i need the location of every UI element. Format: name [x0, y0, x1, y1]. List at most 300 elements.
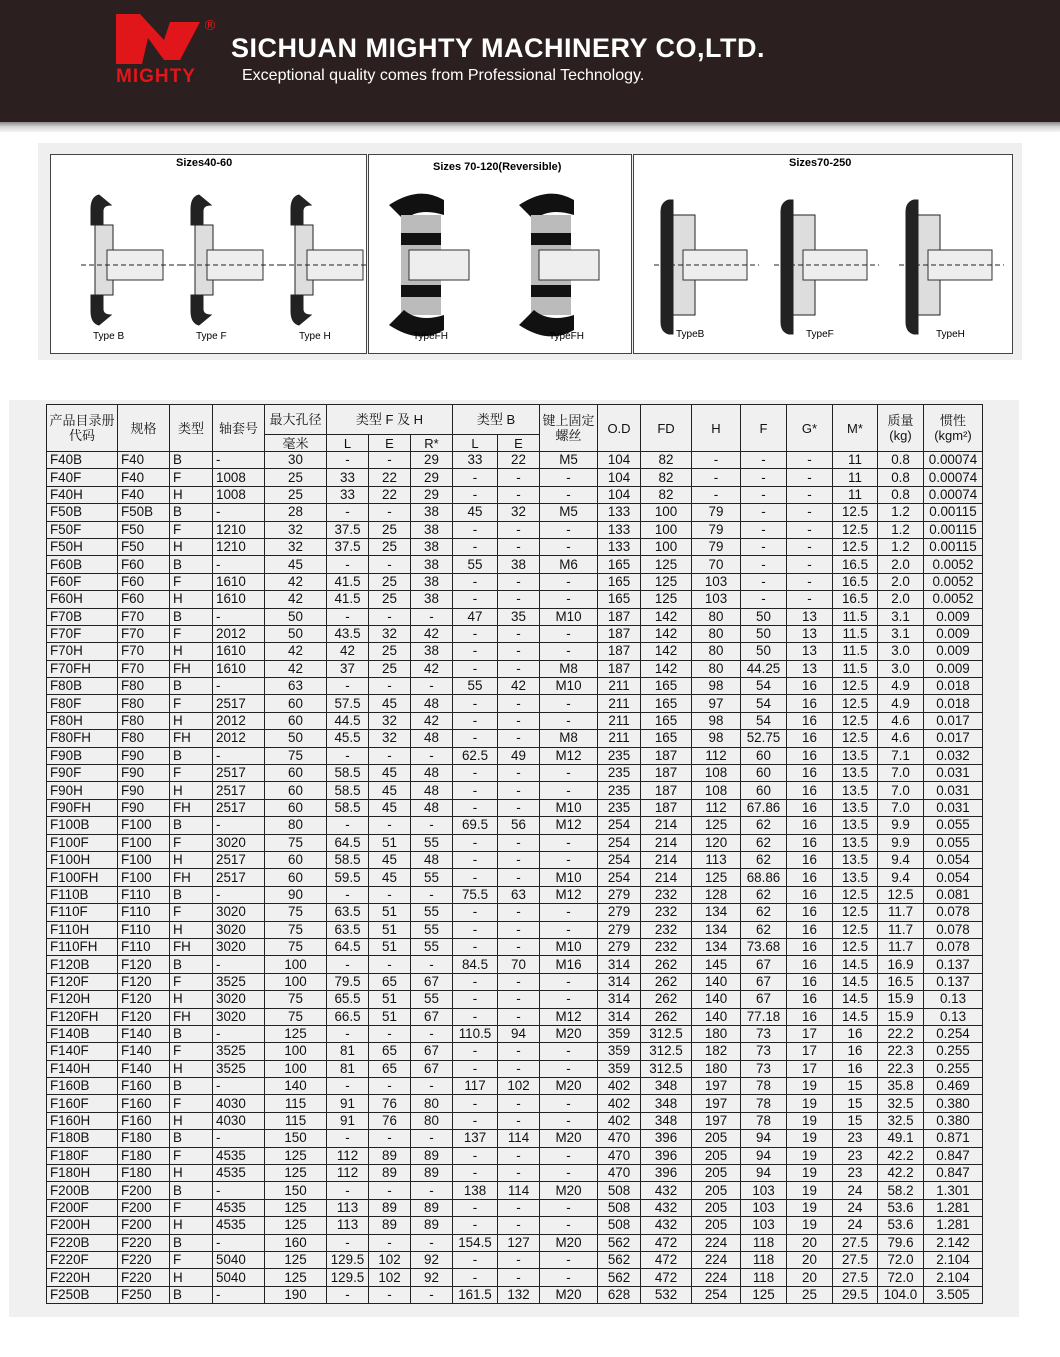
- table-cell: 4.6: [878, 730, 924, 747]
- table-cell: F: [170, 625, 213, 642]
- table-cell: F220: [118, 1269, 170, 1286]
- table-cell: 16: [787, 765, 833, 782]
- table-cell: 60: [265, 869, 327, 886]
- table-row: [47, 678, 983, 695]
- table-cell: 0.009: [924, 608, 983, 625]
- table-cell: 13.5: [833, 799, 878, 816]
- table-cell: -: [213, 817, 265, 834]
- table-cell: 11.5: [833, 625, 878, 642]
- table-cell: M20: [540, 1182, 598, 1199]
- table-cell: 187: [598, 608, 641, 625]
- table-cell: -: [327, 678, 369, 695]
- table-cell: 48: [411, 799, 453, 816]
- table-cell: 3.0: [878, 660, 924, 677]
- table-cell: 3.1: [878, 608, 924, 625]
- table-cell: F: [170, 1043, 213, 1060]
- table-cell: F50F: [47, 521, 118, 538]
- type-label: TypeH: [936, 329, 965, 340]
- table-cell: 15.9: [878, 1008, 924, 1025]
- table-cell: -: [498, 1043, 540, 1060]
- table-cell: 214: [641, 834, 692, 851]
- table-cell: 98: [692, 730, 741, 747]
- table-cell: -: [453, 573, 498, 590]
- table-cell: 16.5: [833, 591, 878, 608]
- table-cell: 205: [692, 1182, 741, 1199]
- table-cell: 73: [741, 1025, 787, 1042]
- table-cell: 80: [265, 817, 327, 834]
- table-cell: 58.5: [327, 782, 369, 799]
- table-cell: -: [453, 799, 498, 816]
- table-cell: F90: [118, 782, 170, 799]
- table-cell: 312.5: [641, 1060, 692, 1077]
- table-cell: 67: [741, 956, 787, 973]
- table-cell: -: [540, 765, 598, 782]
- table-cell: 58.5: [327, 851, 369, 868]
- header-screw: 键上固定螺丝: [540, 405, 598, 452]
- table-cell: 16: [787, 851, 833, 868]
- table-cell: -: [498, 799, 540, 816]
- table-cell: -: [540, 834, 598, 851]
- table-cell: 14.5: [833, 956, 878, 973]
- table-cell: 133: [598, 504, 641, 521]
- table-cell: 0.13: [924, 991, 983, 1008]
- table-cell: -: [498, 904, 540, 921]
- table-cell: 14.5: [833, 991, 878, 1008]
- table-cell: 1.2: [878, 521, 924, 538]
- table-cell: 11.7: [878, 904, 924, 921]
- table-cell: 1.281: [924, 1217, 983, 1234]
- table-cell: F70FH: [47, 660, 118, 677]
- table-cell: 32: [265, 538, 327, 555]
- table-cell: 4535: [213, 1199, 265, 1216]
- table-cell: 50: [265, 730, 327, 747]
- table-cell: F50B: [47, 504, 118, 521]
- table-cell: 0.055: [924, 817, 983, 834]
- table-cell: 187: [641, 782, 692, 799]
- table-cell: 33: [327, 469, 369, 486]
- table-cell: H: [170, 538, 213, 555]
- table-cell: 73: [741, 1060, 787, 1077]
- table-cell: -: [453, 904, 498, 921]
- table-cell: 2.0: [878, 591, 924, 608]
- table-cell: -: [498, 625, 540, 642]
- table-cell: 25: [369, 660, 411, 677]
- table-cell: -: [498, 1165, 540, 1182]
- table-cell: 15: [833, 1095, 878, 1112]
- table-cell: -: [213, 556, 265, 573]
- table-cell: 13: [787, 643, 833, 660]
- table-cell: 0.017: [924, 730, 983, 747]
- table-cell: 75: [265, 921, 327, 938]
- table-cell: 125: [692, 817, 741, 834]
- table-cell: 62: [741, 817, 787, 834]
- table-cell: 211: [598, 695, 641, 712]
- table-cell: 20: [787, 1269, 833, 1286]
- table-cell: F90FH: [47, 799, 118, 816]
- table-cell: 0.0052: [924, 556, 983, 573]
- table-cell: 0.8: [878, 486, 924, 503]
- table-cell: 140: [692, 1008, 741, 1025]
- table-cell: 3020: [213, 991, 265, 1008]
- table-cell: 0.871: [924, 1130, 983, 1147]
- table-cell: -: [213, 886, 265, 903]
- table-cell: 76: [369, 1112, 411, 1129]
- table-cell: 25: [265, 469, 327, 486]
- table-cell: 16: [787, 730, 833, 747]
- table-cell: 42: [265, 660, 327, 677]
- table-cell: 13.5: [833, 817, 878, 834]
- table-cell: -: [741, 452, 787, 469]
- table-cell: 23: [833, 1130, 878, 1147]
- table-cell: 29.5: [833, 1286, 878, 1303]
- table-cell: 3.0: [878, 643, 924, 660]
- table-cell: 60: [265, 851, 327, 868]
- table-cell: -: [453, 625, 498, 642]
- table-cell: 16: [787, 695, 833, 712]
- table-cell: 13.5: [833, 782, 878, 799]
- table-cell: 1.301: [924, 1182, 983, 1199]
- table-cell: 150: [265, 1130, 327, 1147]
- table-cell: 12.5: [833, 886, 878, 903]
- table-cell: -: [327, 1130, 369, 1147]
- table-cell: 0.255: [924, 1043, 983, 1060]
- table-cell: F: [170, 834, 213, 851]
- table-cell: 51: [369, 1008, 411, 1025]
- table-cell: 49.1: [878, 1130, 924, 1147]
- table-cell: 80: [692, 625, 741, 642]
- table-cell: 104: [598, 486, 641, 503]
- table-cell: F140: [118, 1060, 170, 1077]
- table-cell: M5: [540, 504, 598, 521]
- table-cell: 235: [598, 765, 641, 782]
- table-cell: 1008: [213, 469, 265, 486]
- table-cell: 82: [641, 469, 692, 486]
- table-cell: F100F: [47, 834, 118, 851]
- table-cell: F: [170, 1095, 213, 1112]
- table-cell: 2.104: [924, 1269, 983, 1286]
- table-cell: 125: [641, 591, 692, 608]
- table-cell: 19: [787, 1095, 833, 1112]
- table-cell: M12: [540, 817, 598, 834]
- table-cell: 75: [265, 991, 327, 1008]
- table-cell: M5: [540, 452, 598, 469]
- table-cell: 235: [598, 747, 641, 764]
- table-cell: F50B: [118, 504, 170, 521]
- table-cell: 11.5: [833, 660, 878, 677]
- table-cell: -: [453, 643, 498, 660]
- table-cell: 0.017: [924, 712, 983, 729]
- table-cell: 1610: [213, 643, 265, 660]
- table-cell: F90B: [47, 747, 118, 764]
- table-cell: 50: [265, 608, 327, 625]
- table-cell: 0.380: [924, 1095, 983, 1112]
- table-cell: 12.5: [833, 695, 878, 712]
- table-cell: -: [369, 1182, 411, 1199]
- table-cell: 118: [741, 1269, 787, 1286]
- table-cell: B: [170, 1130, 213, 1147]
- table-cell: 13.5: [833, 747, 878, 764]
- table-cell: 65: [369, 1043, 411, 1060]
- table-cell: 65.5: [327, 991, 369, 1008]
- table-cell: -: [787, 486, 833, 503]
- table-cell: F220: [118, 1234, 170, 1251]
- table-cell: 42: [411, 660, 453, 677]
- table-cell: 25: [369, 591, 411, 608]
- table-row: [47, 591, 983, 608]
- table-cell: 0.009: [924, 660, 983, 677]
- table-cell: 63: [265, 678, 327, 695]
- table-cell: F220: [118, 1251, 170, 1268]
- table-cell: -: [453, 1165, 498, 1182]
- table-cell: -: [498, 1112, 540, 1129]
- table-cell: 51: [369, 834, 411, 851]
- table-cell: H: [170, 591, 213, 608]
- table-cell: 79: [692, 504, 741, 521]
- table-row: [47, 469, 983, 486]
- table-cell: -: [369, 886, 411, 903]
- table-cell: 0.018: [924, 678, 983, 695]
- table-cell: 232: [641, 886, 692, 903]
- registered-mark: ®: [203, 18, 217, 34]
- table-cell: 13.5: [833, 851, 878, 868]
- table-row: [47, 1147, 983, 1164]
- table-cell: B: [170, 747, 213, 764]
- table-row: [47, 504, 983, 521]
- table-row: [47, 1043, 983, 1060]
- table-cell: 235: [598, 782, 641, 799]
- table-cell: 137: [453, 1130, 498, 1147]
- table-cell: 72.0: [878, 1251, 924, 1268]
- table-cell: F120FH: [47, 1008, 118, 1025]
- table-cell: -: [453, 521, 498, 538]
- table-cell: 262: [641, 956, 692, 973]
- table-cell: 214: [641, 851, 692, 868]
- table-cell: 11.7: [878, 921, 924, 938]
- table-cell: 16: [787, 747, 833, 764]
- table-row: [47, 1286, 983, 1303]
- table-cell: -: [787, 591, 833, 608]
- table-cell: 16: [787, 817, 833, 834]
- table-cell: 89: [411, 1217, 453, 1234]
- table-cell: 60: [265, 695, 327, 712]
- table-cell: -: [453, 991, 498, 1008]
- table-cell: -: [213, 747, 265, 764]
- table-cell: 165: [641, 678, 692, 695]
- table-cell: F90H: [47, 782, 118, 799]
- table-cell: 19: [787, 1112, 833, 1129]
- table-cell: 38: [411, 573, 453, 590]
- table-cell: B: [170, 886, 213, 903]
- table-cell: B: [170, 817, 213, 834]
- table-cell: 98: [692, 712, 741, 729]
- table-cell: 0.031: [924, 765, 983, 782]
- table-cell: F40: [118, 452, 170, 469]
- table-cell: 125: [265, 1217, 327, 1234]
- spec-table-area: [9, 400, 1019, 1317]
- table-cell: -: [498, 1217, 540, 1234]
- diagram-panel-sizes-70-250: [633, 154, 1013, 354]
- table-cell: 65: [369, 973, 411, 990]
- table-cell: F100FH: [47, 869, 118, 886]
- table-cell: H: [170, 1112, 213, 1129]
- table-cell: F180B: [47, 1130, 118, 1147]
- table-cell: F160: [118, 1078, 170, 1095]
- table-cell: 16: [787, 834, 833, 851]
- table-cell: 0.078: [924, 921, 983, 938]
- table-row: [47, 712, 983, 729]
- table-cell: 205: [692, 1165, 741, 1182]
- table-row: [47, 956, 983, 973]
- table-cell: 58.5: [327, 765, 369, 782]
- table-cell: 45: [265, 556, 327, 573]
- table-cell: 19: [787, 1217, 833, 1234]
- header-mass: 质量(kg): [878, 405, 924, 452]
- table-cell: 58.5: [327, 799, 369, 816]
- table-cell: -: [787, 504, 833, 521]
- table-row: [47, 834, 983, 851]
- table-cell: 103: [741, 1217, 787, 1234]
- table-cell: 25: [265, 486, 327, 503]
- table-cell: 150: [265, 1182, 327, 1199]
- table-cell: F60: [118, 591, 170, 608]
- table-cell: 5040: [213, 1251, 265, 1268]
- table-cell: 44.5: [327, 712, 369, 729]
- table-cell: F80F: [47, 695, 118, 712]
- table-cell: 45: [369, 799, 411, 816]
- table-cell: 91: [327, 1112, 369, 1129]
- table-cell: 54: [741, 712, 787, 729]
- table-cell: 9.9: [878, 834, 924, 851]
- table-cell: 42: [411, 625, 453, 642]
- table-row: [47, 817, 983, 834]
- table-cell: -: [540, 1043, 598, 1060]
- table-cell: 100: [265, 1060, 327, 1077]
- header-e: E: [369, 435, 411, 452]
- table-cell: 25: [369, 521, 411, 538]
- table-cell: 17: [787, 1043, 833, 1060]
- table-cell: 142: [641, 625, 692, 642]
- table-cell: 37: [327, 660, 369, 677]
- table-cell: 42: [498, 678, 540, 695]
- table-cell: M10: [540, 608, 598, 625]
- table-cell: 54: [741, 678, 787, 695]
- header-spec: 规格: [118, 405, 170, 452]
- table-cell: F100: [118, 834, 170, 851]
- table-cell: 11.5: [833, 608, 878, 625]
- table-cell: 12.5: [833, 904, 878, 921]
- table-cell: 62: [741, 851, 787, 868]
- table-cell: 57.5: [327, 695, 369, 712]
- table-cell: F120F: [47, 973, 118, 990]
- table-cell: 470: [598, 1130, 641, 1147]
- table-row: [47, 625, 983, 642]
- table-row: [47, 1060, 983, 1077]
- table-cell: -: [540, 1112, 598, 1129]
- table-cell: 211: [598, 678, 641, 695]
- table-cell: 35.8: [878, 1078, 924, 1095]
- table-cell: 89: [369, 1199, 411, 1216]
- header-m: M*: [833, 405, 878, 452]
- table-cell: 2.0: [878, 573, 924, 590]
- table-cell: 4535: [213, 1165, 265, 1182]
- table-cell: 67: [411, 1008, 453, 1025]
- table-cell: 12.5: [878, 886, 924, 903]
- table-cell: 108: [692, 765, 741, 782]
- table-cell: 17: [787, 1060, 833, 1077]
- table-cell: F60: [118, 556, 170, 573]
- header-banner: [0, 0, 1060, 122]
- table-cell: FH: [170, 799, 213, 816]
- table-cell: 55: [453, 678, 498, 695]
- table-cell: 48: [411, 851, 453, 868]
- table-cell: F70: [118, 643, 170, 660]
- table-cell: F120B: [47, 956, 118, 973]
- table-cell: 402: [598, 1112, 641, 1129]
- table-cell: H: [170, 643, 213, 660]
- table-cell: F: [170, 1251, 213, 1268]
- table-cell: -: [787, 573, 833, 590]
- table-cell: 47: [453, 608, 498, 625]
- table-cell: 29: [411, 486, 453, 503]
- table-cell: 0.0052: [924, 573, 983, 590]
- table-cell: B: [170, 1286, 213, 1303]
- table-cell: 0.081: [924, 886, 983, 903]
- table-cell: -: [540, 469, 598, 486]
- table-cell: 359: [598, 1060, 641, 1077]
- table-cell: 211: [598, 712, 641, 729]
- table-cell: 23: [833, 1165, 878, 1182]
- table-cell: 50: [741, 625, 787, 642]
- header-od: O.D: [598, 405, 641, 452]
- table-cell: 180: [692, 1060, 741, 1077]
- table-cell: 38: [411, 643, 453, 660]
- table-cell: 3020: [213, 834, 265, 851]
- table-cell: 60: [265, 782, 327, 799]
- table-cell: -: [453, 1008, 498, 1025]
- table-cell: -: [453, 712, 498, 729]
- table-cell: F160B: [47, 1078, 118, 1095]
- table-cell: 2517: [213, 765, 265, 782]
- table-cell: -: [453, 469, 498, 486]
- type-label: TypeB: [676, 329, 705, 340]
- table-cell: 4535: [213, 1217, 265, 1234]
- table-cell: 67: [411, 1060, 453, 1077]
- table-cell: 0.018: [924, 695, 983, 712]
- table-cell: -: [453, 921, 498, 938]
- table-cell: F120H: [47, 991, 118, 1008]
- table-cell: -: [327, 1286, 369, 1303]
- table-cell: 140: [265, 1078, 327, 1095]
- table-cell: -: [498, 1095, 540, 1112]
- table-cell: -: [453, 765, 498, 782]
- table-cell: 17: [787, 1025, 833, 1042]
- table-cell: M10: [540, 799, 598, 816]
- table-cell: M10: [540, 678, 598, 695]
- table-cell: -: [369, 817, 411, 834]
- table-cell: H: [170, 486, 213, 503]
- table-cell: 89: [411, 1165, 453, 1182]
- table-cell: 94: [498, 1025, 540, 1042]
- table-cell: 103: [741, 1182, 787, 1199]
- table-cell: 42: [265, 573, 327, 590]
- table-cell: 1210: [213, 538, 265, 555]
- table-cell: 187: [598, 625, 641, 642]
- table-cell: F: [170, 1147, 213, 1164]
- table-cell: -: [540, 782, 598, 799]
- table-cell: B: [170, 1078, 213, 1095]
- table-cell: F200B: [47, 1182, 118, 1199]
- table-cell: -: [369, 747, 411, 764]
